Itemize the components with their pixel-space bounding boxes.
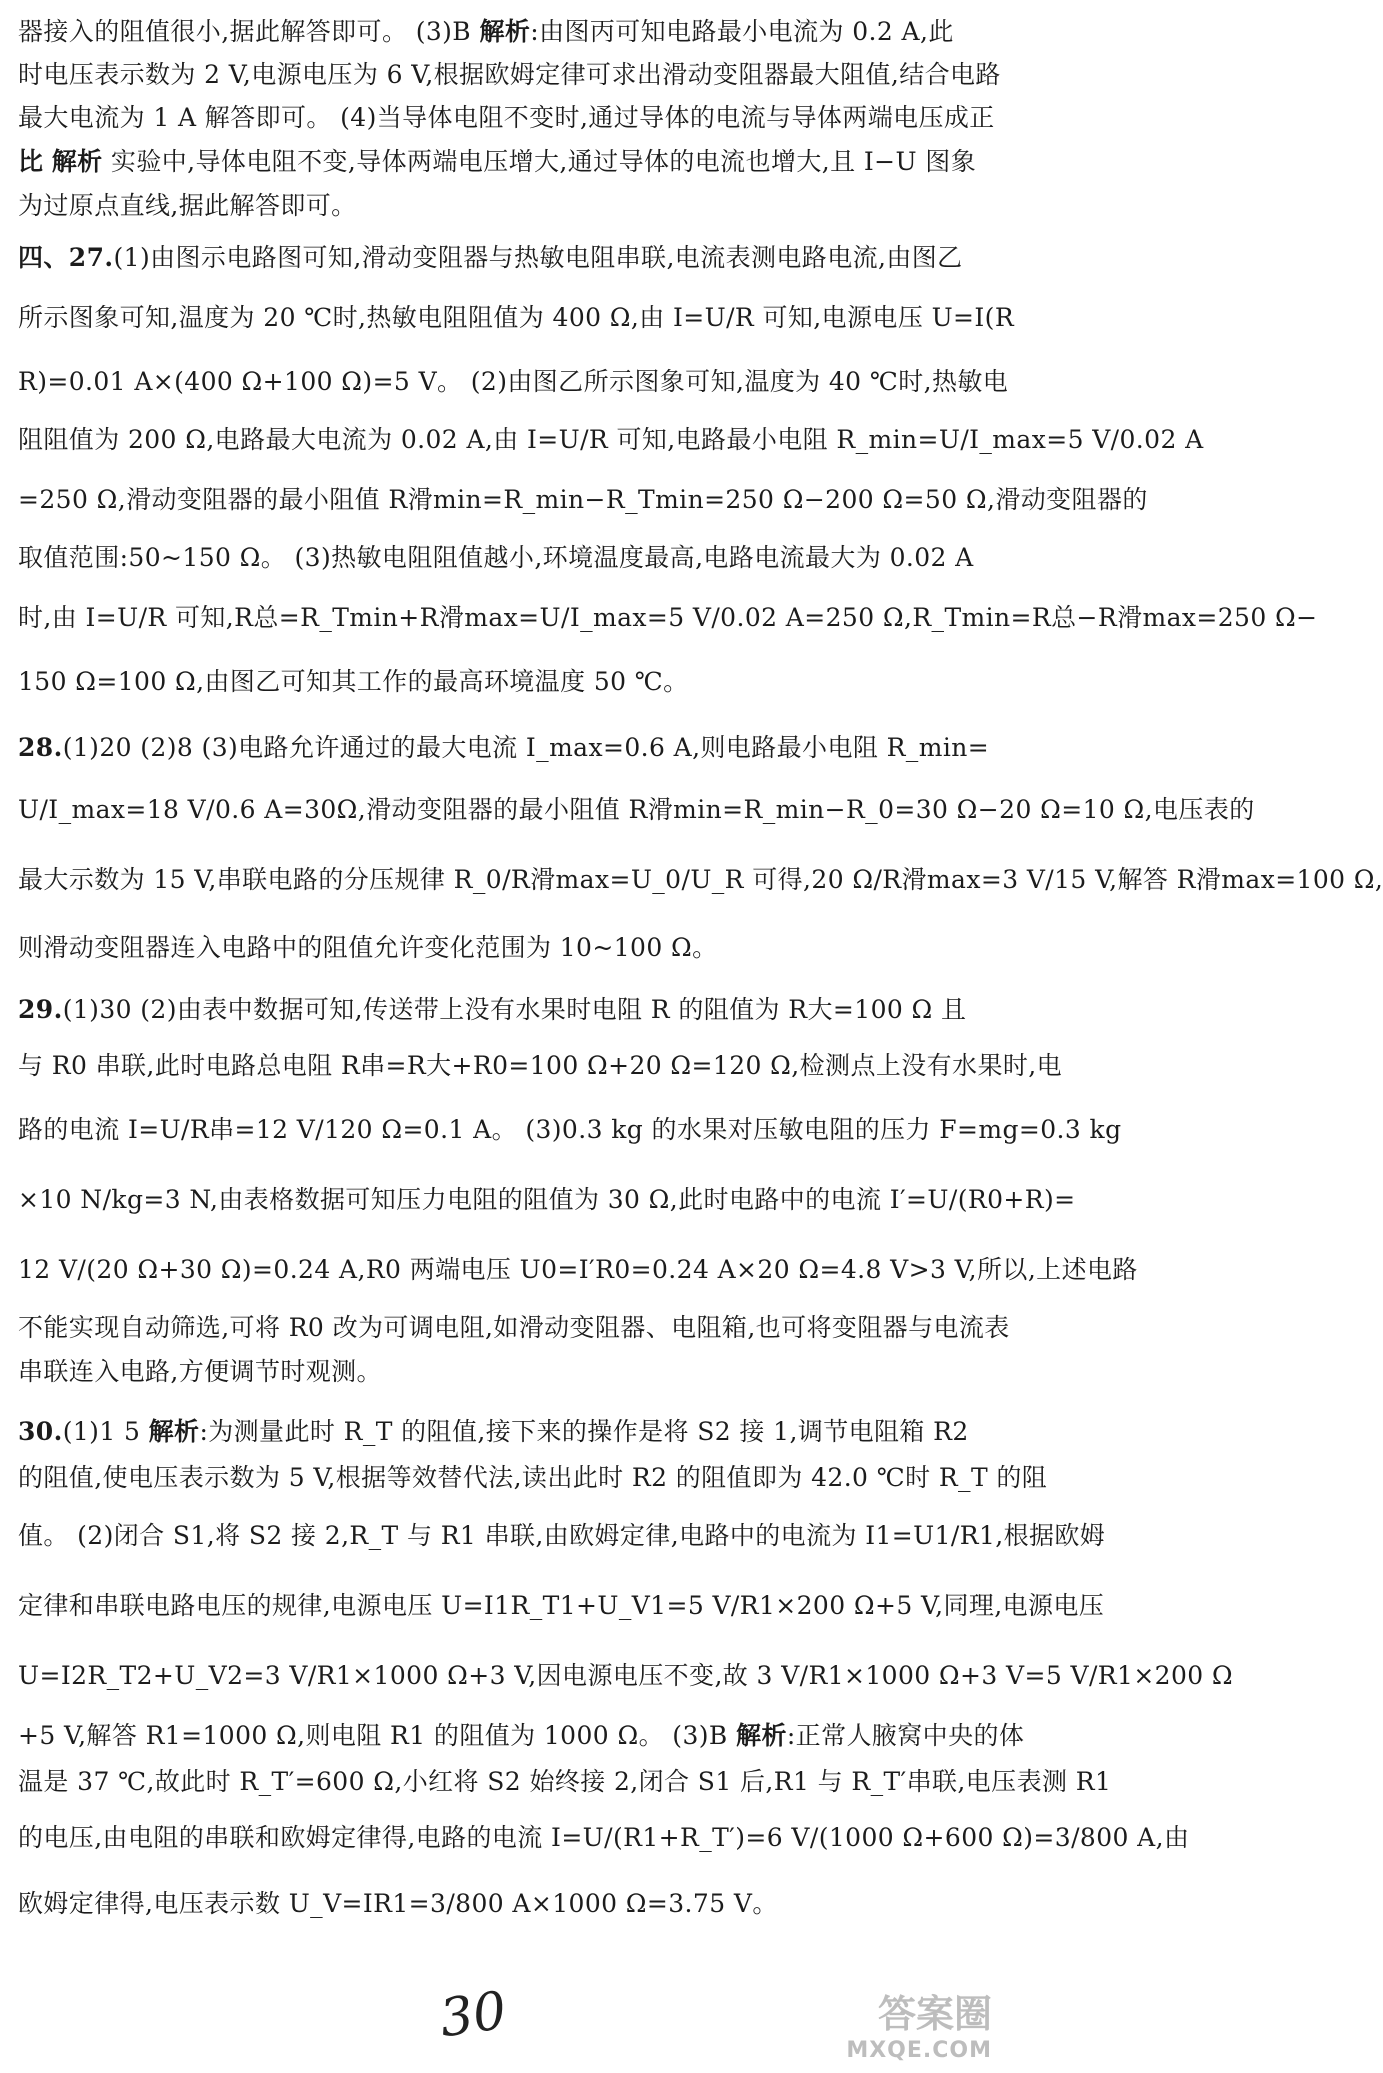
q28-line-2: U/I_max=18 V/0.6 A=30Ω,滑动变阻器的最小阻值 R滑min=R_min−R_0=30 Ω−20 Ω=10 Ω,电压表的 [18,795,1255,824]
q30-line-2: 的阻值,使电压表示数为 5 V,根据等效替代法,读出此时 R2 的阻值即为 42.0 ℃时 R_T 的阻 [18,1463,1048,1492]
q30-line-9: 欧姆定律得,电压表示数 U_V=IR1=3/800 A×1000 Ω=3.75 V。 [18,1889,778,1918]
text-line-5: 为过原点直线,据此解答即可。 [18,191,357,220]
watermark-cn: 答案圈 [877,1992,992,2036]
q27-line-1: 四、27.(1)由图示电路图可知,滑动变阻器与热敏电阻串联,电流表测电路电流,由图乙 [18,243,963,272]
q30-line-3: 值。 (2)闭合 S1,将 S2 接 2,R_T 与 R1 串联,由欧姆定律,电路中的电流为 I1=U1/R1,根据欧姆 [18,1521,1106,1550]
q28-line-1: 28.(1)20 (2)8 (3)电路允许通过的最大电流 I_max=0.6 A,则电路最小电阻 R_min= [18,733,990,762]
q30-line-4: 定律和串联电路电压的规律,电源电压 U=I1R_T1+U_V1=5 V/R1×200 Ω+5 V,同理,电源电压 [18,1591,1105,1620]
q30-line-6: +5 V,解答 R1=1000 Ω,则电阻 R1 的阻值为 1000 Ω。 (3)B 解析:正常人腋窝中央的体 [18,1721,1025,1750]
q28-line-3: 最大示数为 15 V,串联电路的分压规律 R_0/R滑max=U_0/U_R 可得,20 Ω/R滑max=3 V/15 V,解答 R滑max=100 Ω, [18,865,1383,894]
q27-line-4: 阻阻值为 200 Ω,电路最大电流为 0.02 A,由 I=U/R 可知,电路最小电阻 R_min=U/I_max=5 V/0.02 A [18,425,1204,454]
q30-line-8: 的电压,由电阻的串联和欧姆定律得,电路的电流 I=U/(R1+R_T′)=6 V/(1000 Ω+600 Ω)=3/800 A,由 [18,1823,1190,1852]
q27-line-7: 时,由 I=U/R 可知,R总=R_Tmin+R滑max=U/I_max=5 V/0.02 A=250 Ω,R_Tmin=R总−R滑max=250 Ω− [18,603,1318,632]
q30-number: 30. [18,1417,63,1446]
q29-line-6: 不能实现自动筛选,可将 R0 改为可调电阻,如滑动变阻器、电阻箱,也可将变阻器与电流表 [18,1313,1010,1342]
q29-line-2: 与 R0 串联,此时电路总电阻 R串=R大+R0=100 Ω+20 Ω=120 Ω,检测点上没有水果时,电 [18,1051,1062,1080]
q30-line-1: 30.(1)1 5 解析:为测量此时 R_T 的阻值,接下来的操作是将 S2 接 1,调节电阻箱 R2 [18,1417,969,1446]
q28-number: 28. [18,733,63,762]
q28-line-4: 则滑动变阻器连入电路中的阻值允许变化范围为 10~100 Ω。 [18,933,718,962]
q27-line-2: 所示图象可知,温度为 20 ℃时,热敏电阻阻值为 400 Ω,由 I=U/R 可知,电源电压 U=I(R [18,303,1015,332]
text-line-4: 比 解析 实验中,导体电阻不变,导体两端电压增大,通过导体的电流也增大,且 I−U 图象 [18,147,977,176]
q27-line-8: 150 Ω=100 Ω,由图乙可知其工作的最高环境温度 50 ℃。 [18,667,689,696]
q27-line-5: =250 Ω,滑动变阻器的最小阻值 R滑min=R_min−R_Tmin=250 Ω−200 Ω=50 Ω,滑动变阻器的 [18,485,1148,514]
q27-number: 四、27. [18,243,114,272]
watermark-logo [846,1983,992,2063]
q30-line-7: 温是 37 ℃,故此时 R_T′=600 Ω,小红将 S2 始终接 2,闭合 S1 后,R1 与 R_T′串联,电压表测 R1 [18,1767,1112,1796]
q29-number: 29. [18,995,63,1024]
text-line-2: 时电压表示数为 2 V,电源电压为 6 V,根据欧姆定律可求出滑动变阻器最大阻值,结合电路 [18,60,1001,89]
q29-line-3: 路的电流 I=U/R串=12 V/120 Ω=0.1 A。 (3)0.3 kg 的水果对压敏电阻的压力 F=mg=0.3 kg [18,1115,1122,1144]
q27-line-3: R)=0.01 A×(400 Ω+100 Ω)=5 V。 (2)由图乙所示图象可知,温度为 40 ℃时,热敏电 [18,367,1009,396]
q29-line-7: 串联连入电路,方便调节时观测。 [18,1357,382,1386]
q29-line-4: ×10 N/kg=3 N,由表格数据可知压力电阻的阻值为 30 Ω,此时电路中的电流 I′=U/(R0+R)= [18,1185,1076,1214]
q27-line-6: 取值范围:50~150 Ω。 (3)热敏电阻阻值越小,环境温度最高,电路电流最大为 0.02 A [18,543,974,572]
q29-line-5: 12 V/(20 Ω+30 Ω)=0.24 A,R0 两端电压 U0=I′R0=0.24 A×20 Ω=4.8 V>3 V,所以,上述电路 [18,1255,1138,1284]
handwritten-page-number: 30 [436,1980,511,2050]
q29-line-1: 29.(1)30 (2)由表中数据可知,传送带上没有水果时电阻 R 的阻值为 R大=100 Ω 且 [18,995,967,1024]
watermark-en: MXQE.COM [846,2038,992,2063]
text-line-3: 最大电流为 1 A 解答即可。 (4)当导体电阻不变时,通过导体的电流与导体两端电压成正 [18,103,995,132]
q30-line-5: U=I2R_T2+U_V2=3 V/R1×1000 Ω+3 V,因电源电压不变,故 3 V/R1×1000 Ω+3 V=5 V/R1×200 Ω [18,1661,1234,1690]
text-line-1: 器接入的阻值很小,据此解答即可。 (3)B 解析:由图丙可知电路最小电流为 0.2 A,此 [18,17,954,46]
